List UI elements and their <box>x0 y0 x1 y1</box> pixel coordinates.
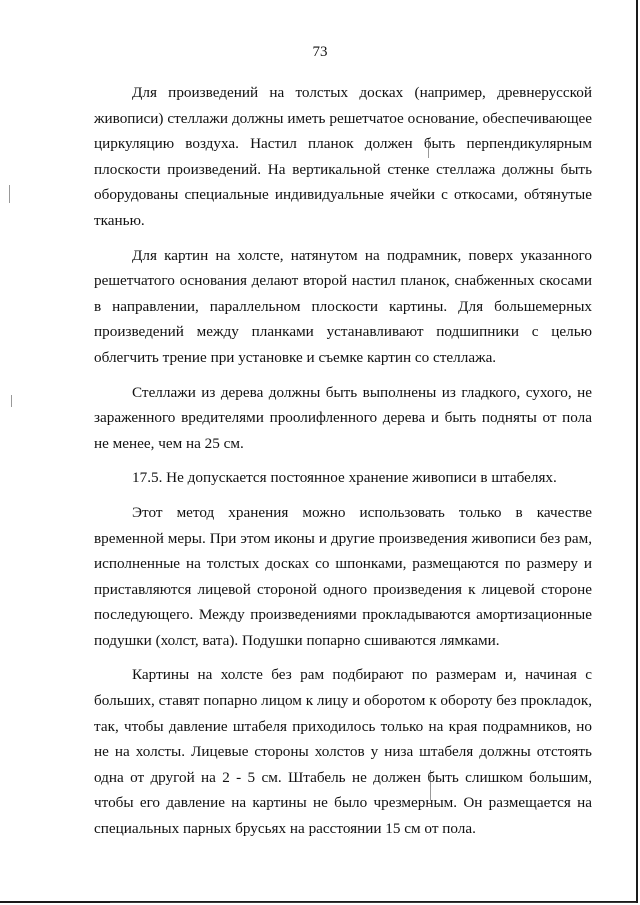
document-body <box>94 80 592 842</box>
paragraph: Для произведений на толстых досках (например, древнерусской живописи) стеллажи должны иметь решетчатое основание, обеспечивающее циркуляцию воздуха. Настил планок должен быть перпендикулярным плоскости произведений. На вертикальной стенке стеллажа должны быть оборудованы специальные индивидуальные ячейки с откосами, обтянутые тканью. <box>94 84 592 229</box>
bottom-rule <box>110 902 636 903</box>
paragraph: Для картин на холсте, натянутом на подрамник, поверх указанного решетчатого основания делают второй настил планок, снабженных скосами в направлении, параллельном плоскости картины. Для большемерных произведений между планками устанавливают подшипники с целью облегчить трение при установке и съемке картин со стеллажа. <box>94 246 592 366</box>
page-number: 73 <box>312 44 328 60</box>
paragraph: Стеллажи из дерева должны быть выполнены из гладкого, сухого, не зараженного вредителями проолифленного дерева и быть подняты от пола не менее, чем на 25 см. <box>94 383 592 452</box>
paragraph: Картины на холсте без рам подбирают по размерам и, начиная с больших, ставят попарно лицом к лицу и оборотом к обороту без прокладок, так, чтобы давление штабеля приходилось только на края подрамников, но не на холсты. Лицевые стороны холстов у низа штабеля должны отстоять одна от другой на 2 - 5 см. Штабель не должен быть слишком большим, чтобы его давление на картины не было чрезмерным. Он размещается на специальных парных брусьях на расстоянии 15 см от пола. <box>94 666 592 838</box>
section-heading: 17.5. Не допускается постоянное хранение живописи в штабелях. <box>132 469 557 487</box>
paragraph: Этот метод хранения можно использовать только в качестве временной меры. При этом иконы и другие произведения живописи без рам, исполненные на толстых досках со шпонками, размещаются по размеру и приставляются лицевой стороной одного произведения к лицевой стороне последующего. Между произведениями прокладываются амортизационные подушки (холст, вата). Подушки попарно сшиваются лямками. <box>94 503 592 649</box>
